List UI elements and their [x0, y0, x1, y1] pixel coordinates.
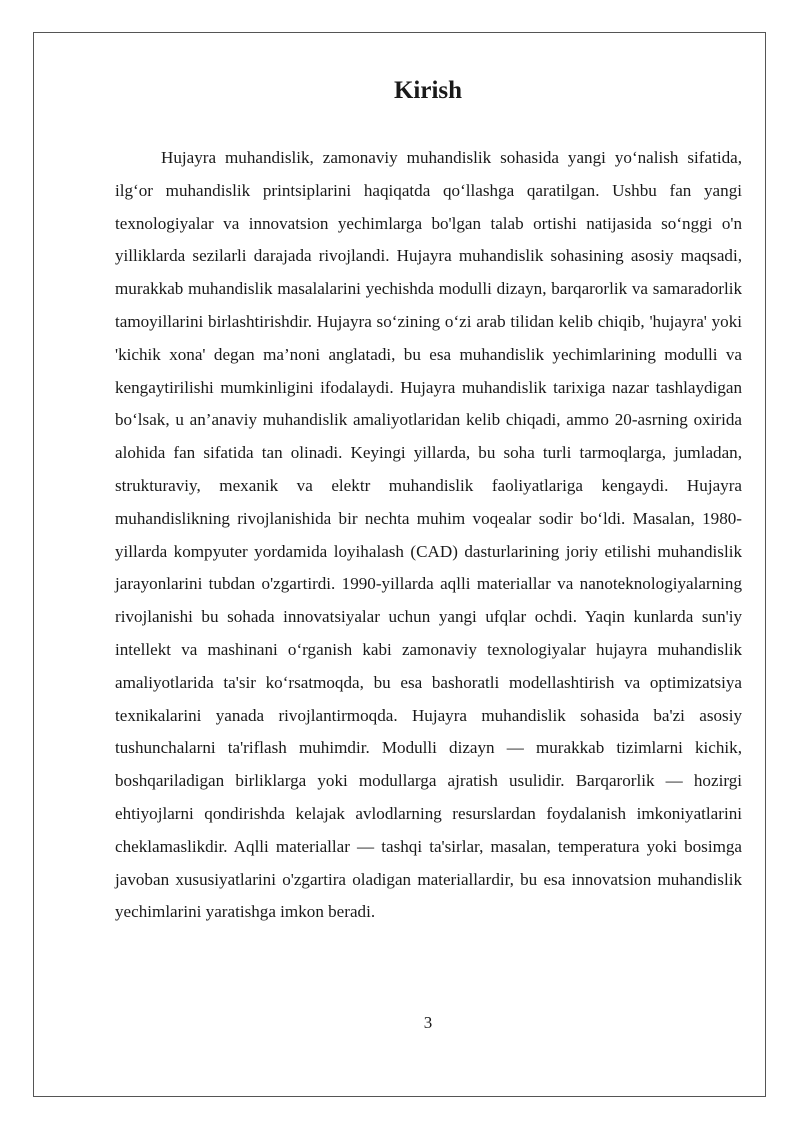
body-paragraph: Hujayra muhandislik, zamonaviy muhandislik sohasida yangi yo‘nalish sifatida, ilg‘or muhandislik printsiplarini haqiqatda qo‘llashga qaratilgan. Ushbu fan yangi texnologiyalar va innovatsion yechimlarga bo'lgan talab ortishi natijasida so‘nggi o'n yilliklarda sezilarli darajada rivojlandi. Hujayra muhandislik sohasining asosiy maqsadi, murakkab muhandislik masalalarini yechishda modulli dizayn, barqarorlik va samaradorlik tamoyillarini birlashtirishdir. Hujayra so‘zining o‘zi arab tilidan kelib chiqib, 'hujayra' yoki 'kichik xona' degan ma’noni anglatadi, bu esa muhandislik yechimlarining modulli va kengaytirilishi mumkinligini ifodalaydi. Hujayra muhandislik tarixiga nazar tashlaydigan bo‘lsak, u an’anaviy muhandislik amaliyotlaridan kelib chiqadi, ammo 20-asrning oxirida alohida fan sifatida tan olinadi. Keyingi yillarda, bu soha turli tarmoqlarga, jumladan, strukturaviy, mexanik va elektr muhandislik faoliyatlariga kengaydi. Hujayra muhandislikning rivojlanishida bir nechta muhim voqealar sodir bo‘ldi. Masalan, 1980-yillarda kompyuter yordamida loyihalash (CAD) dasturlarining joriy etilishi muhandislik jarayonlarini tubdan o'zgartirdi. 1990-yillarda aqlli materiallar va nanoteknologiyalarning rivojlanishi bu sohada innovatsiyalar uchun yangi ufqlar ochdi. Yaqin kunlarda sun'iy intellekt va mashinani o‘rganish kabi zamonaviy texnologiyalar hujayra muhandislik amaliyotlarida ta'sir ko‘rsatmoqda, bu esa bashoratli modellashtirish va optimizatsiya texnikalarini yanada rivojlantirmoqda. Hujayra muhandislik sohasida ba'zi asosiy tushunchalarni ta'riflash muhimdir. Modulli dizayn — murakkab tizimlarni kichik, boshqariladigan birliklarga yoki modullarga ajratish usulidir. Barqarorlik — hozirgi ehtiyojlarni qondirishda kelajak avlodlarning resurslardan foydalanish imkoniyatlarini cheklamaslikdir. Aqlli materiallar — tashqi ta'sirlar, masalan, temperatura yoki bosimga javoban xususiyatlarini o'zgartira oladigan materiallardir, bu esa innovatsion muhandislik yechimlarini yaratishga imkon beradi. — [115, 148, 742, 922]
page-title: Kirish — [393, 77, 463, 104]
page-number: 3 — [423, 1013, 433, 1032]
